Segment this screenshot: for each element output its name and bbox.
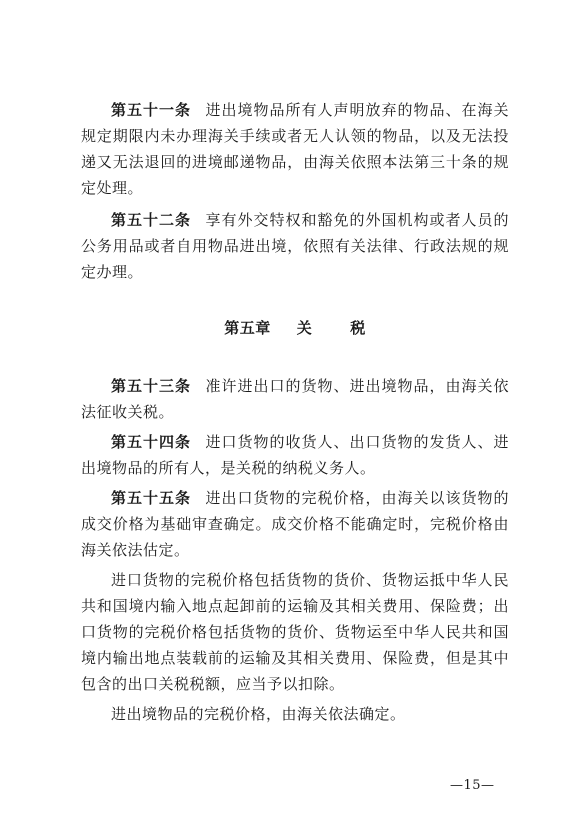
article-53 [81, 373, 509, 425]
paragraph-dutiable-value-components: 进口货物的完税价格包括货物的货价、货物运抵中华人民共和国境内输入地点起卸前的运输及其相关费用、保险费；出口货物的完税价格包括货物的货价、货物运至中华人民共和国境内输出地点装载前的运输及其相关费用、保险费，但是其中包含的出口关税税额，应当予以扣除。 [81, 571, 509, 693]
chapter-title-word-2: 税 [350, 319, 366, 337]
chapter-label: 第五章 [224, 319, 271, 337]
article-number: 第五十二条 [111, 211, 191, 229]
article-text: 准许进出口的货物、进出境物品，由海关依法征收关税。 [81, 377, 509, 421]
article-text: 进口货物的收货人、出口货物的发货人、进出境物品的所有人，是关税的纳税义务人。 [81, 433, 509, 477]
article-51 [81, 97, 509, 201]
article-52 [81, 207, 509, 285]
article-number: 第五十一条 [111, 101, 191, 119]
article-number: 第五十四条 [111, 433, 191, 451]
page-content [81, 97, 509, 727]
chapter-heading [81, 315, 509, 341]
page-number: —15— [450, 778, 495, 793]
article-number: 第五十三条 [111, 377, 191, 395]
article-number: 第五十五条 [111, 489, 191, 507]
article-text: 进出境物品所有人声明放弃的物品、在海关规定期限内未办理海关手续或者无人认领的物品，以及无法投递又无法退回的进境邮递物品，由海关依照本法第三十条的规定处理。 [81, 101, 509, 197]
article-text: 享有外交特权和豁免的外国机构或者人员的公务用品或者自用物品进出境，依照有关法律、行政法规的规定办理。 [81, 211, 509, 281]
article-55 [81, 485, 509, 563]
paragraph-articles-dutiable-value: 进出境物品的完税价格，由海关依法确定。 [111, 705, 406, 723]
article-54 [81, 429, 509, 481]
chapter-title-word-1: 关 [296, 319, 313, 337]
article-text: 进出口货物的完税价格，由海关以该货物的成交价格为基础审查确定。成交价格不能确定时，完税价格由海关依法估定。 [81, 489, 509, 559]
